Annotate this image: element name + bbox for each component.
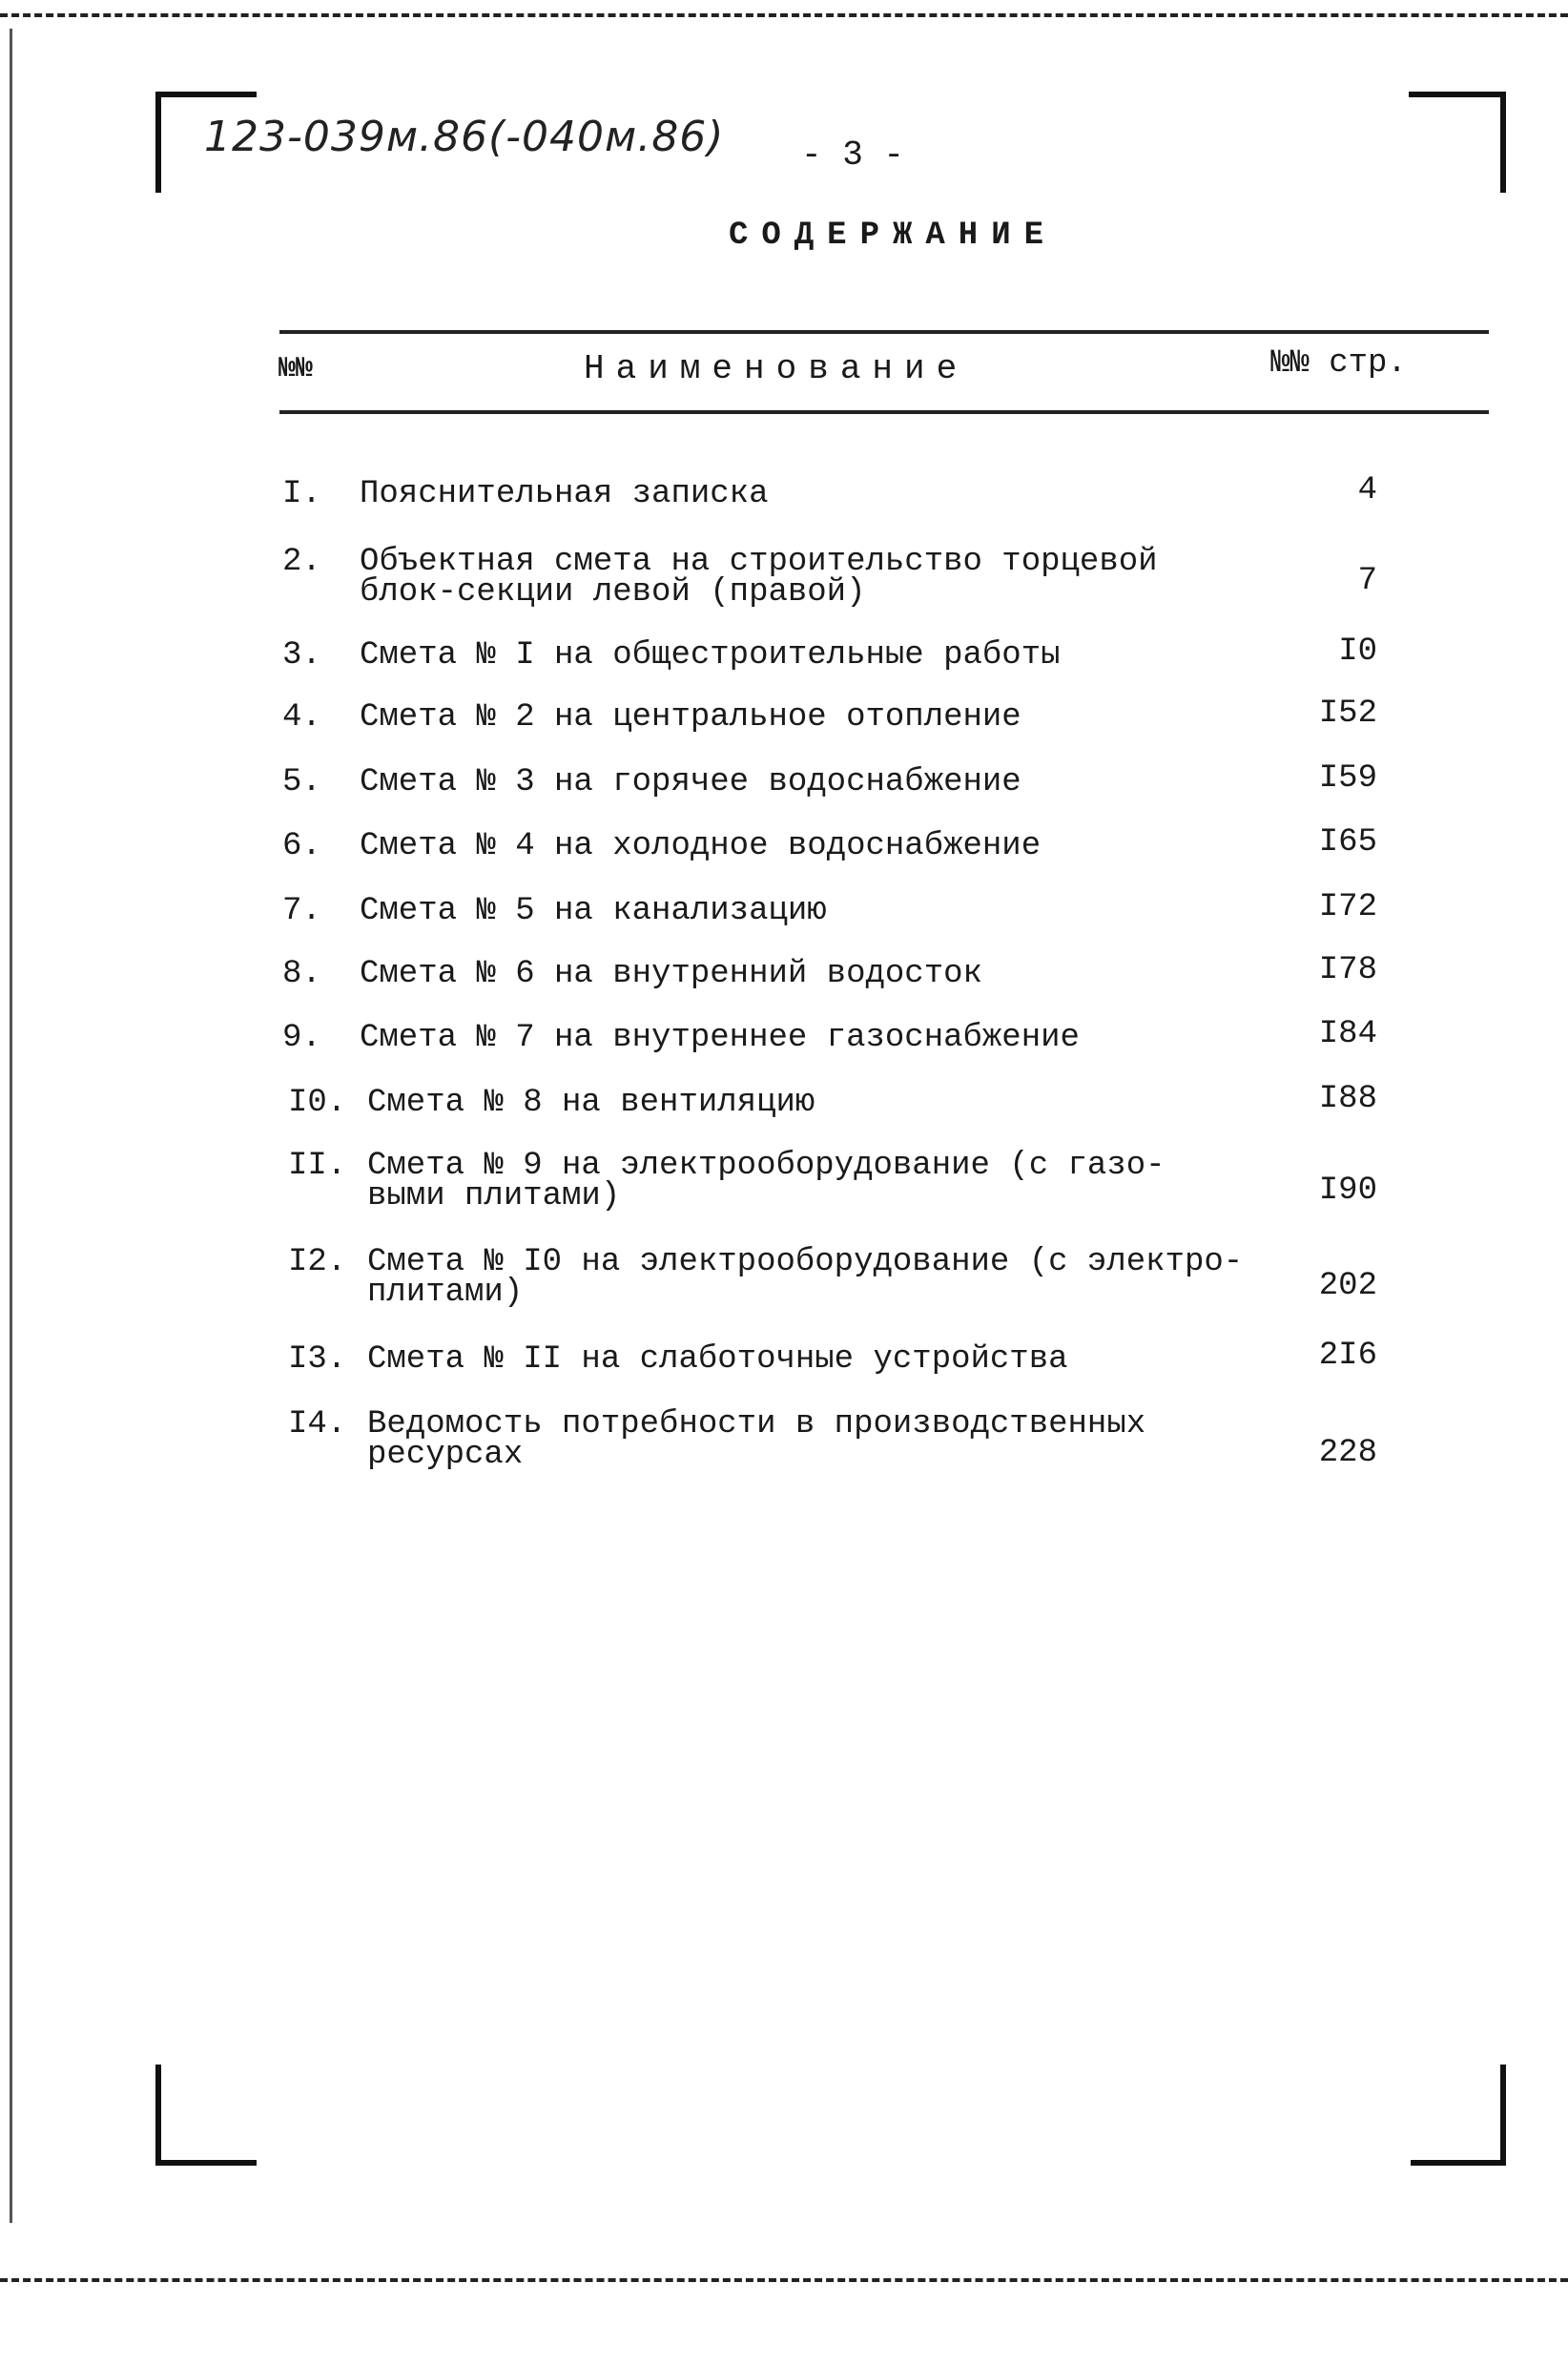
scan-edge-top xyxy=(0,13,1568,17)
row-title-line: блок-секции левой (правой) xyxy=(360,574,866,611)
row-title-line: Смета № 5 на канализацию xyxy=(360,893,827,929)
row-number: II. xyxy=(288,1148,347,1184)
row-title-line: Смета № 2 на центральное отопление xyxy=(360,699,1021,736)
row-page: I78 xyxy=(1318,952,1377,988)
row-page: 202 xyxy=(1318,1268,1377,1304)
row-page: I59 xyxy=(1318,760,1377,797)
header-page: №№ стр. xyxy=(1270,345,1407,382)
row-title-line: ресурсах xyxy=(367,1437,524,1473)
row-number: 9. xyxy=(282,1020,321,1056)
row-title-line: Ведомость потребности в производственных xyxy=(367,1406,1146,1442)
row-number: 2. xyxy=(282,544,321,580)
row-page: I0 xyxy=(1338,633,1377,670)
row-page: 2I6 xyxy=(1318,1338,1377,1374)
page-title: СОДЕРЖАНИЕ xyxy=(728,218,1058,254)
row-number: 6. xyxy=(282,828,321,864)
row-title-line: плитами) xyxy=(367,1275,524,1311)
header-number: №№ xyxy=(279,353,314,385)
table-top-rule xyxy=(279,330,1489,334)
row-title-line: Смета № 6 на внутренний водосток xyxy=(360,956,982,992)
row-page: I90 xyxy=(1318,1173,1377,1209)
row-title-line: Смета № 7 на внутреннее газоснабжение xyxy=(360,1020,1080,1056)
row-title-line: выми плитами) xyxy=(367,1178,621,1214)
row-number: I2. xyxy=(288,1244,347,1280)
row-page: 4 xyxy=(1357,472,1377,508)
header-name: Наименование xyxy=(584,349,969,388)
row-number: 3. xyxy=(282,637,321,674)
row-page: I72 xyxy=(1318,889,1377,925)
row-number: I. xyxy=(282,476,321,512)
row-number: I4. xyxy=(288,1406,347,1442)
row-number: 8. xyxy=(282,956,321,992)
handwritten-document-code: 123-039м.86(-040м.86) xyxy=(204,113,725,161)
row-title-line: Объектная смета на строительство торцевой xyxy=(360,544,1158,580)
row-number: 7. xyxy=(282,893,321,929)
page-number: - 3 - xyxy=(800,135,905,175)
scan-edge-left xyxy=(10,29,12,2223)
row-title-line: Смета № 3 на горячее водоснабжение xyxy=(360,764,1021,800)
row-page: 228 xyxy=(1318,1435,1377,1471)
row-title-line: Смета № 9 на электрооборудование (с газо- xyxy=(367,1148,1166,1184)
scan-edge-bottom xyxy=(0,2278,1568,2282)
row-title-line: Смета № II на слаботочные устройства xyxy=(367,1341,1068,1378)
row-number: 4. xyxy=(282,699,321,736)
row-title-line: Смета № I на общестроительные работы xyxy=(360,637,1061,674)
table-header-rule xyxy=(279,410,1489,414)
row-page: I84 xyxy=(1318,1016,1377,1052)
row-number: I0. xyxy=(288,1085,347,1121)
row-title-line: Смета № I0 на электрооборудование (с электро- xyxy=(367,1244,1244,1280)
row-page: I52 xyxy=(1318,695,1377,732)
row-page: I65 xyxy=(1318,824,1377,861)
row-number: 5. xyxy=(282,764,321,800)
row-page: 7 xyxy=(1357,563,1377,599)
row-number: I3. xyxy=(288,1341,347,1378)
row-page: I88 xyxy=(1318,1081,1377,1117)
row-title-line: Смета № 8 на вентиляцию xyxy=(367,1085,815,1121)
row-title-line: Пояснительная записка xyxy=(360,476,769,512)
row-title-line: Смета № 4 на холодное водоснабжение xyxy=(360,828,1042,864)
